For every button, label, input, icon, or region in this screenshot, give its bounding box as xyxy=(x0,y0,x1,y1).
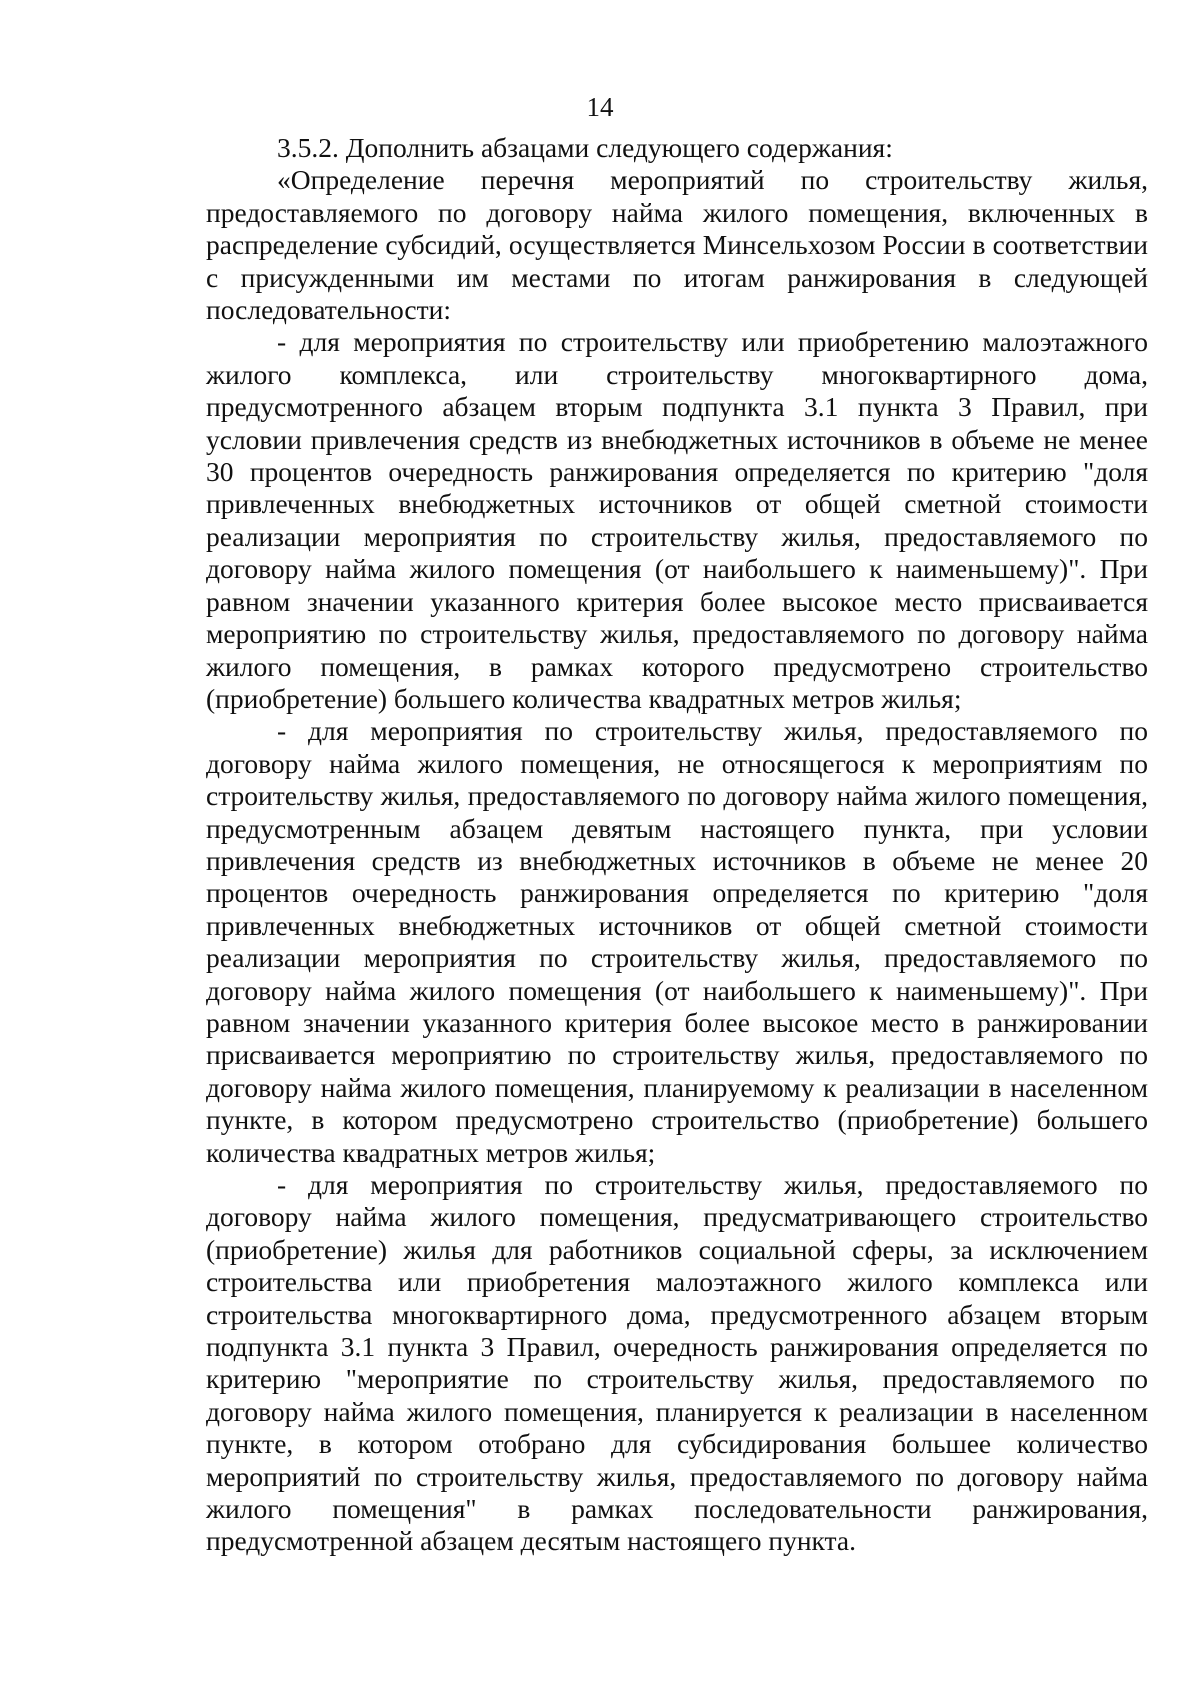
section-heading: 3.5.2. Дополнить абзацами следующего содержания: xyxy=(277,132,893,163)
paragraph-item-3: - для мероприятия по строительству жилья, предоставляемого по договору найма жилого помещения, предусматривающего строительство (приобретение) жилья для работников социальной сферы, за исключением строительства или приобретения малоэтажного жилого комплекса или строительства многоквартирного дома, предусмотренного абзацем вторым подпункта 3.1 пункта 3 Правил, очередность ранжирования определяется по критерию "мероприятие по строительству жилья, предоставляемого по договору найма жилого помещения, планируется к реализации в населенном пункте, в котором отобрано для субсидирования большее количество мероприятий по строительству жилья, предоставляемого по договору найма жилого помещения" в рамках последовательности ранжирования, предусмотренной абзацем десятым настоящего пункта. xyxy=(206,1169,1148,1557)
paragraph-item-2: - для мероприятия по строительству жилья, предоставляемого по договору найма жилого помещения, не относящегося к мероприятиям по строительству жилья, предоставляемого по договору найма жилого помещения, предусмотренным абзацем девятым настоящего пункта, при условии привлечения средств из внебюджетных источников в объеме не менее 20 процентов очередность ранжирования определяется по критерию "доля привлеченных внебюджетных источников от общей сметной стоимости реализации мероприятия по строительству жилья, предоставляемого по договору найма жилого помещения (от наибольшего к наименьшему)". При равном значении указанного критерия более высокое место в ранжировании присваивается мероприятию по строительству жилья, предоставляемого по договору найма жилого помещения, планируемому к реализации в населенном пункте, в котором предусмотрено строительство (приобретение) большего количества квадратных метров жилья; xyxy=(206,715,1148,1168)
paragraph-intro: «Определение перечня мероприятий по строительству жилья, предоставляемого по договору найма жилого помещения, включенных в распределение субсидий, осуществляется Минсельхозом России в соответствии с присужденными им местами по итогам ранжирования в следующей последовательности: xyxy=(206,164,1148,326)
page-number: 14 xyxy=(586,92,614,122)
document-body xyxy=(206,132,1148,1558)
paragraph-item-1: - для мероприятия по строительству или приобретению малоэтажного жилого комплекса, или строительству многоквартирного дома, предусмотренного абзацем вторым подпункта 3.1 пункта 3 Правил, при условии привлечения средств из внебюджетных источников в объеме не менее 30 процентов очередность ранжирования определяется по критерию "доля привлеченных внебюджетных источников от общей сметной стоимости реализации мероприятия по строительству жилья, предоставляемого по договору найма жилого помещения (от наибольшего к наименьшему)". При равном значении указанного критерия более высокое место присваивается мероприятию по строительству жилья, предоставляемого по договору найма жилого помещения, в рамках которого предусмотрено строительство (приобретение) большего количества квадратных метров жилья; xyxy=(206,326,1148,714)
